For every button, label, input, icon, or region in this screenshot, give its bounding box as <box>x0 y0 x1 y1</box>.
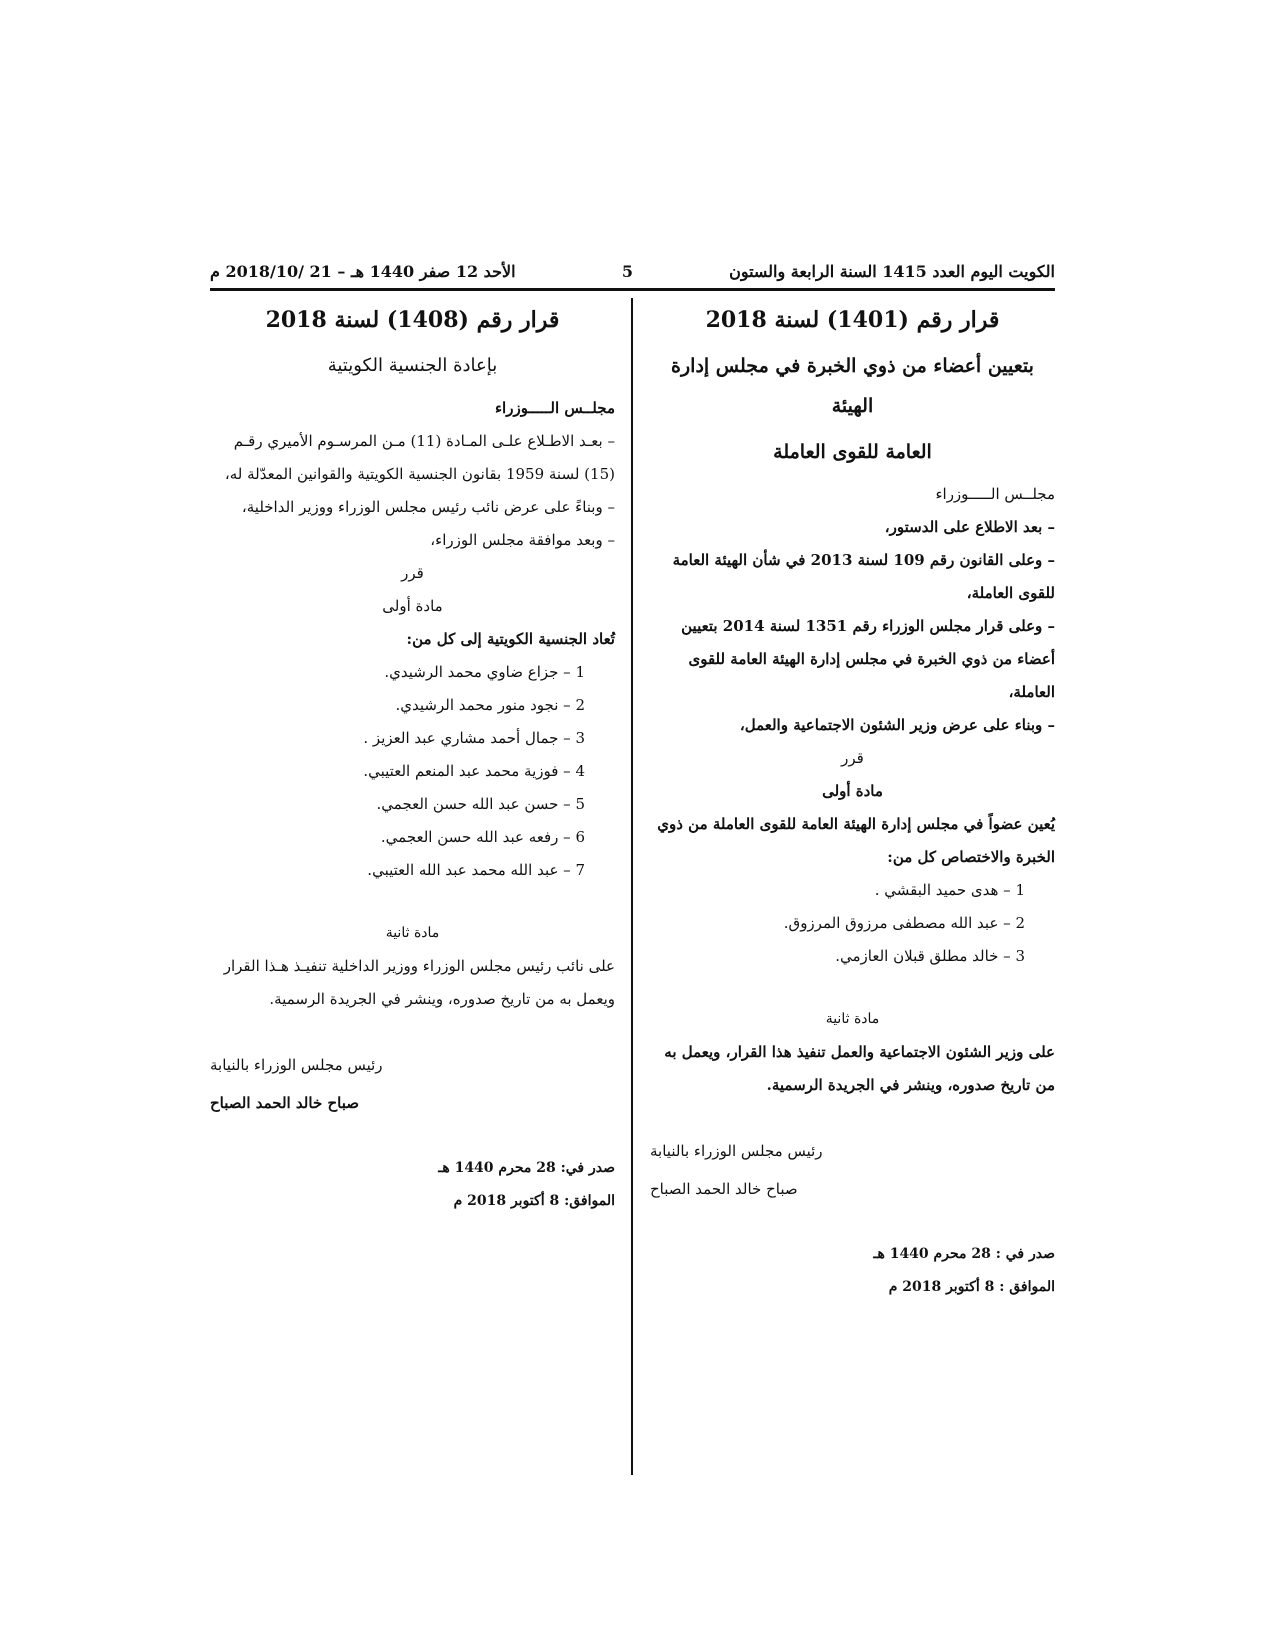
preamble-clause: – وبناء على عرض وزير الشئون الاجتماعية والعمل، <box>739 716 1055 734</box>
article-1-heading: مادة أولى <box>382 597 443 615</box>
decision-1401-column <box>650 300 1055 1304</box>
preamble-clause: – وبعد موافقة مجلس الوزراء، <box>430 531 615 549</box>
list-item: 3 – جمال أحمد مشاري عبد العزيز . <box>363 729 585 747</box>
list-item: 5 – حسن عبد الله حسن العجمي. <box>376 795 585 813</box>
article-2-text: على نائب رئيس مجلس الوزراء ووزير الداخلية تنفيـذ هـذا القرار ويعمل به من تاريخ صدوره، وينشر في الجريدة الرسمية. <box>223 957 615 1008</box>
decided-heading: قرر <box>401 564 424 582</box>
preamble-clause: – بعد الاطلاع على الدستور، <box>884 518 1055 536</box>
decision-subtitle: بتعيين أعضاء من ذوي الخبرة في مجلس إدارة الهيئة <box>671 355 1034 417</box>
article-2-text: على وزير الشئون الاجتماعية والعمل تنفيذ هذا القرار، ويعمل به من تاريخ صدوره، وينشر في الجريدة الرسمية. <box>664 1043 1055 1094</box>
article-1-text: تُعاد الجنسية الكويتية إلى كل من: <box>406 630 615 648</box>
signature-name: صباح خالد الحمد الصباح <box>210 1094 359 1112</box>
preamble-clause: – وعلى قرار مجلس الوزراء رقم 1351 لسنة 2014 بتعيين أعضاء من ذوي الخبرة في مجلس إدارة الهيئة العامة للقوى العاملة، <box>681 617 1055 701</box>
list-item: 2 – عبد الله مصطفى مرزوق المرزوق. <box>783 914 1025 932</box>
article-1-heading: مادة أولى <box>822 782 883 800</box>
list-item: 7 – عبد الله محمد عبد الله العتيبي. <box>367 861 585 879</box>
header-rule <box>210 288 1055 291</box>
article-2-heading: مادة ثانية <box>385 925 440 941</box>
issue-date-gregorian: الموافق: 8 أكتوبر 2018 م <box>453 1193 615 1209</box>
council-heading: مجلــس الـــــوزراء <box>935 485 1055 503</box>
list-item: 1 – جزاع ضاوي محمد الرشيدي. <box>384 663 585 681</box>
preamble-clause: – بعـد الاطـلاع علـى المـادة (11) مـن المرسـوم الأميري رقـم (15) لسنة 1959 بقانون الجنسية الكويتية والقوانين المعدّلة له، <box>224 432 615 483</box>
article-2-heading: مادة ثانية <box>825 1011 880 1027</box>
issue-date-hijri: صدر في : 28 محرم 1440 هـ <box>873 1246 1055 1262</box>
list-item: 2 – نجود منور محمد الرشيدي. <box>395 696 585 714</box>
list-item: 1 – هدى حميد البقشي . <box>874 881 1025 899</box>
decision-1408-column <box>210 300 615 1218</box>
decision-title: قرار رقم (1408) لسنة 2018 <box>265 307 560 333</box>
persons-list <box>210 656 615 887</box>
header-date: الأحد 12 صفر 1440 هـ – 21 /2018/10 م <box>210 262 516 281</box>
article-1-text: يُعين عضواً في مجلس إدارة الهيئة العامة للقوى العاملة من ذوي الخبرة والاختصاص كل من: <box>657 815 1055 866</box>
page-header <box>210 258 1055 288</box>
decided-heading: قرر <box>841 749 864 767</box>
list-item: 6 – رفعه عبد الله حسن العجمي. <box>380 828 585 846</box>
list-item: 3 – خالد مطلق قبلان العازمي. <box>835 947 1025 965</box>
decision-subtitle-continued: العامة للقوى العاملة <box>773 441 932 463</box>
issue-date-gregorian: الموافق : 8 أكتوبر 2018 م <box>888 1279 1055 1295</box>
members-list <box>650 874 1055 973</box>
council-heading: مجلــس الـــــوزراء <box>495 399 615 417</box>
list-item: 4 – فوزية محمد عبد المنعم العتيبي. <box>363 762 585 780</box>
preamble-clause: – وعلى القانون رقم 109 لسنة 2013 في شأن الهيئة العامة للقوى العاملة، <box>672 551 1055 602</box>
column-divider <box>631 298 633 1475</box>
issue-date-hijri: صدر في: 28 محرم 1440 هـ <box>438 1160 615 1176</box>
header-issue-info: الكويت اليوم العدد 1415 السنة الرابعة والستون <box>729 262 1055 281</box>
decision-subtitle: بإعادة الجنسية الكويتية <box>327 355 498 376</box>
signature-name: صباح خالد الحمد الصباح <box>650 1180 798 1198</box>
signature-title: رئيس مجلس الوزراء بالنيابة <box>650 1142 823 1160</box>
signature-title: رئيس مجلس الوزراء بالنيابة <box>210 1056 383 1074</box>
page-number: 5 <box>621 262 633 281</box>
decision-title: قرار رقم (1401) لسنة 2018 <box>705 307 1000 333</box>
preamble-clause: – وبناءً على عرض نائب رئيس مجلس الوزراء ووزير الداخلية، <box>241 498 615 516</box>
